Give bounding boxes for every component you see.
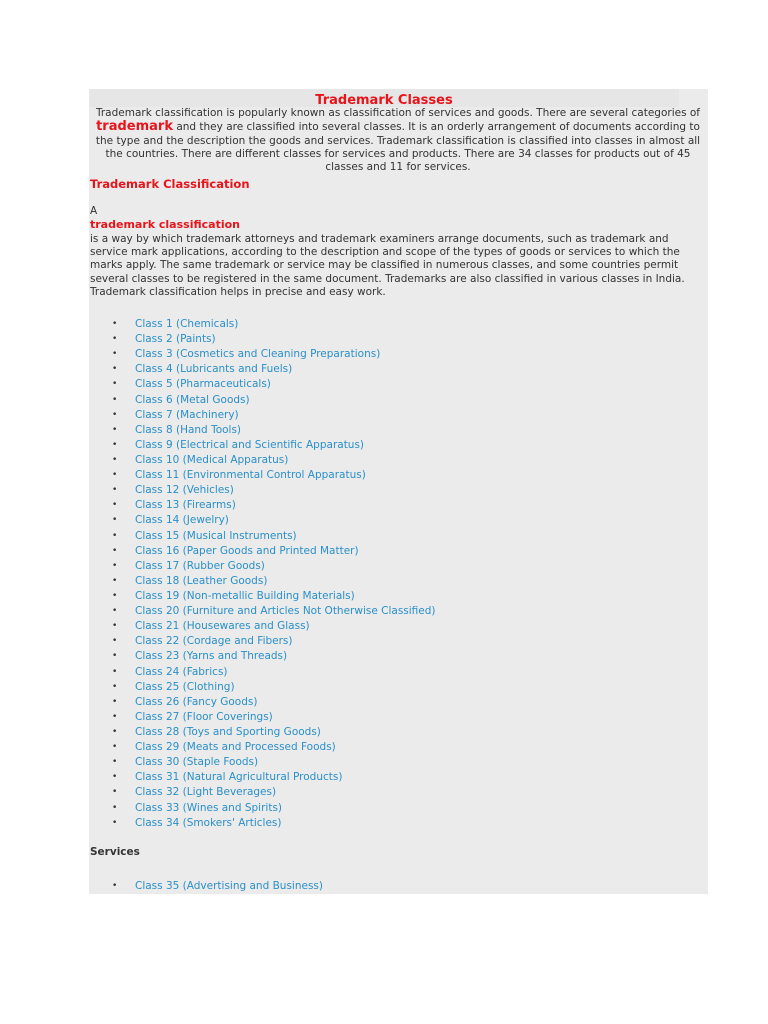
bullet-icon: • [112,349,118,360]
class-link[interactable]: Class 14 (Jewelry) [135,514,229,527]
class-link[interactable]: Class 12 (Vehicles) [135,484,234,497]
bullet-icon: • [112,364,118,375]
bullet-icon: • [112,485,118,496]
bullet-icon: • [112,530,118,541]
bullet-icon: • [112,334,118,345]
intro-keyword: trademark [96,119,173,135]
class-link[interactable]: Class 8 (Hand Tools) [135,423,242,436]
bullet-icon: • [112,394,118,405]
bullet-icon: • [112,500,118,511]
class-link[interactable]: Class 5 (Pharmaceuticals) [135,378,271,391]
bullet-icon: • [112,802,118,813]
class-link[interactable]: Class 1 (Chemicals) [135,318,239,330]
class-link[interactable]: Class 27 (Floor Coverings) [135,710,273,723]
bullet-icon: • [112,545,118,556]
bullet-icon: • [112,881,118,891]
classification-heading: Trademark Classification [90,177,250,191]
bullet-icon: • [112,696,118,707]
class-link[interactable]: Class 35 (Advertising and Business) [135,880,323,892]
intro-text-after: and they are classified into several classes. It is an orderly arrangement of documents according to the type and the description the goods and services. Trademark classification is classified into classes in almost all the countries. There are different classes for services and products. There are 34 classes for products out of 45 classes and 11 for services. [95,121,701,174]
class-link[interactable]: Class 13 (Firearms) [135,499,236,512]
classification-paragraph: is a way by which trademark attorneys and trademark examiners arrange documents, such as trademark and service mark applications, according to the description and scope of the types of goods or services to which the marks apply. The same trademark or service may be classified in numerous classes, and some countries permit several classes to be registered in the same document. Trademarks are also classified in various classes in India. Trademark classification helps in precise and easy work. [90,233,685,298]
bullet-icon: • [112,590,118,601]
class-link[interactable]: Class 7 (Machinery) [135,408,239,421]
bullet-icon: • [112,560,118,571]
bullet-icon: • [112,787,118,798]
bullet-icon: • [112,711,118,722]
bullet-icon: • [112,681,118,692]
bullet-icon: • [112,409,118,420]
class-link[interactable]: Class 31 (Natural Agricultural Products) [135,771,343,784]
class-link[interactable]: Class 19 (Non-metallic Building Materials) [135,589,355,602]
bullet-icon: • [112,454,118,465]
intro-text-before: Trademark classification is popularly known as classification of services and goods. There are several categories of [95,107,701,119]
class-link[interactable]: Class 18 (Leather Goods) [135,574,268,587]
intro-paragraph [92,107,704,174]
bullet-icon: • [112,319,118,329]
class-link[interactable]: Class 33 (Wines and Spirits) [135,801,283,814]
bullet-icon: • [112,726,118,737]
bullet-icon: • [112,606,118,617]
bullet-icon: • [112,515,118,526]
class-link[interactable]: Class 10 (Medical Apparatus) [135,453,289,466]
class-link[interactable]: Class 24 (Fabrics) [135,665,228,678]
class-link[interactable]: Class 28 (Toys and Sporting Goods) [135,725,321,738]
bullet-icon: • [112,636,118,647]
trademark-classification-heading: trademark classification [90,218,240,231]
class-link[interactable]: Class 23 (Yarns and Threads) [135,650,288,663]
bullet-icon: • [112,379,118,390]
bullet-icon: • [112,757,118,768]
title-bar [89,89,679,107]
services-label: Services [90,846,140,858]
class-link[interactable]: Class 9 (Electrical and Scientific Apparatus) [135,438,365,451]
bullet-icon: • [112,772,118,783]
letter-a: A [90,205,98,217]
class-link[interactable]: Class 16 (Paper Goods and Printed Matter) [135,544,359,557]
class-link[interactable]: Class 15 (Musical Instruments) [135,529,297,542]
class-link[interactable]: Class 4 (Lubricants and Fuels) [135,363,293,376]
class-link[interactable]: Class 6 (Metal Goods) [135,393,250,406]
bullet-icon: • [112,621,118,632]
class-link[interactable]: Class 30 (Staple Foods) [135,756,259,769]
class-link[interactable]: Class 25 (Clothing) [135,680,235,693]
class-link[interactable]: Class 34 (Smokers' Articles) [135,816,282,829]
class-link[interactable]: Class 26 (Fancy Goods) [135,695,258,708]
bullet-icon: • [112,470,118,481]
bullet-icon: • [112,439,118,450]
class-link[interactable]: Class 29 (Meats and Processed Foods) [135,741,336,754]
class-link[interactable]: Class 20 (Furniture and Articles Not Otherwise Classified) [135,605,436,618]
class-link[interactable]: Class 3 (Cosmetics and Cleaning Preparations) [135,348,381,361]
bullet-icon: • [112,742,118,753]
bullet-icon: • [112,651,118,662]
class-link[interactable]: Class 22 (Cordage and Fibers) [135,635,293,648]
bullet-icon: • [112,424,118,435]
bullet-icon: • [112,817,118,828]
class-link[interactable]: Class 21 (Housewares and Glass) [135,620,310,633]
class-link[interactable]: Class 11 (Environmental Control Apparatus) [135,469,366,482]
page-title: Trademark Classes [315,93,453,108]
bullet-icon: • [112,666,118,677]
class-link[interactable]: Class 2 (Paints) [135,333,216,346]
class-link[interactable]: Class 17 (Rubber Goods) [135,559,265,572]
class-link[interactable]: Class 32 (Light Beverages) [135,786,277,799]
bullet-icon: • [112,575,118,586]
